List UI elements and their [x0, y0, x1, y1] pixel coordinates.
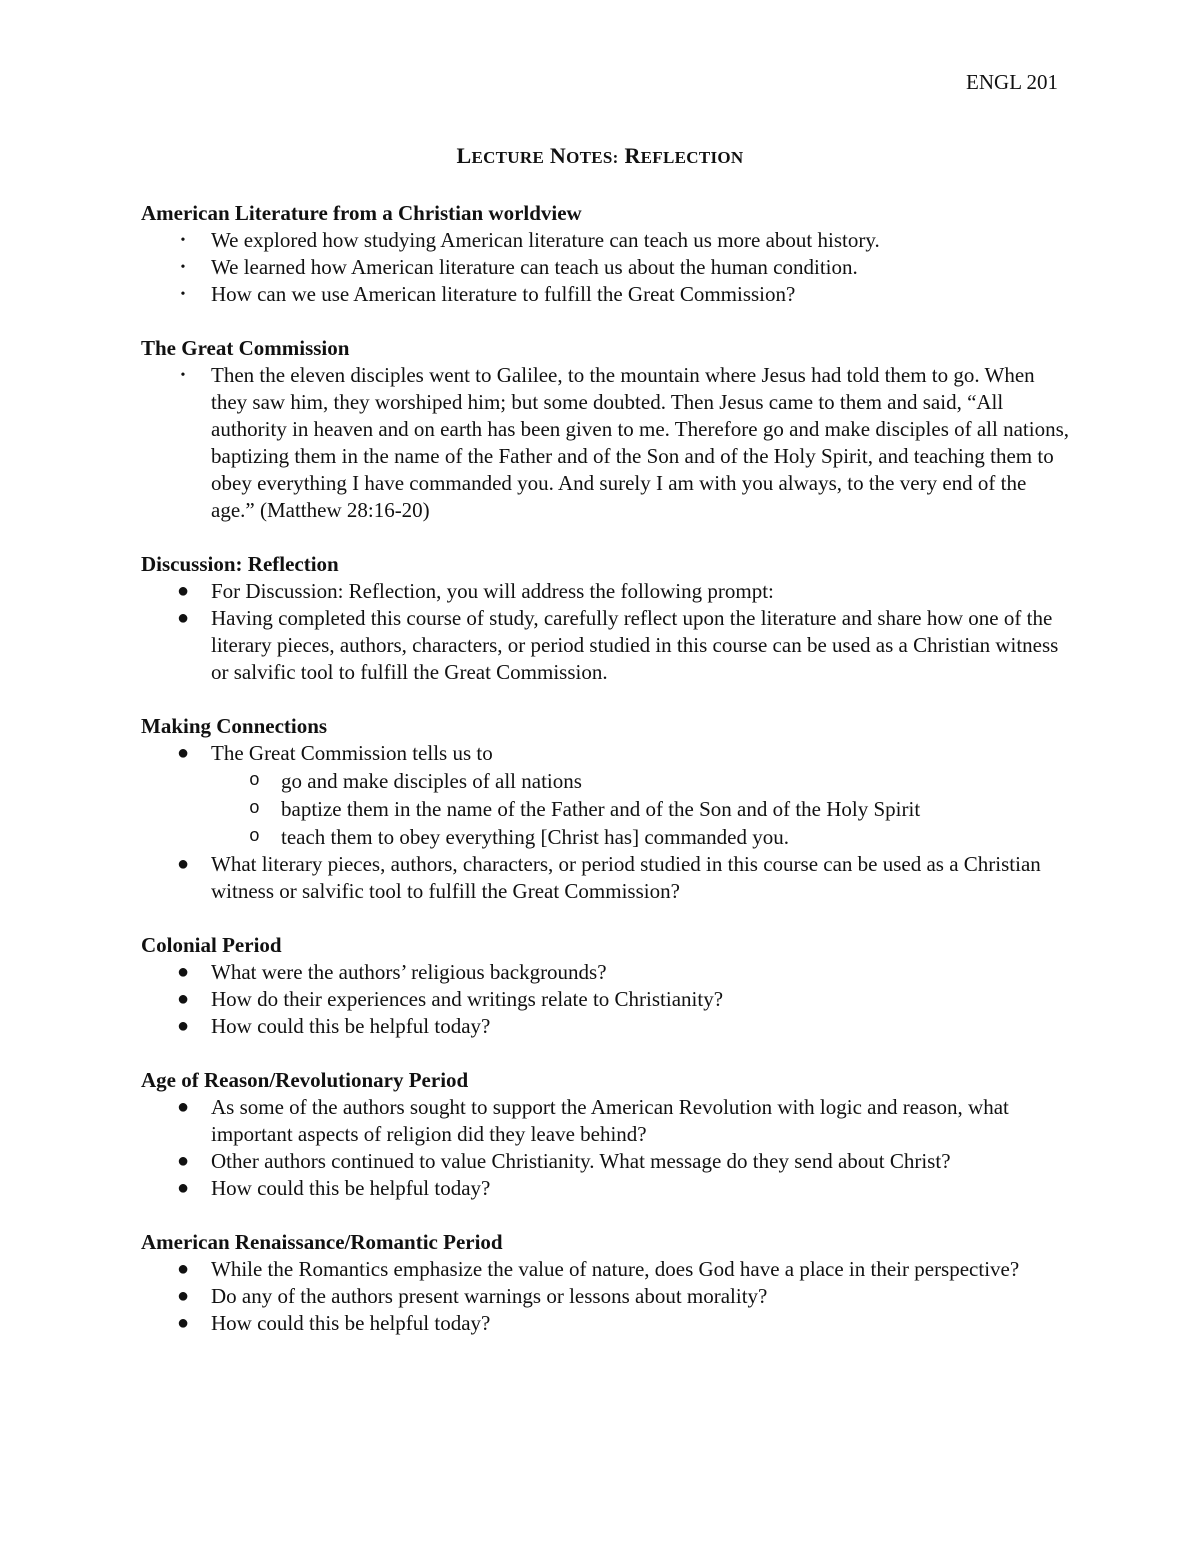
- section-heading: Discussion: Reflection: [141, 552, 339, 576]
- bullet-icon: ●: [176, 607, 190, 629]
- bullet-icon: •: [180, 260, 186, 275]
- list-item: ● How could this be helpful today?: [141, 1013, 1071, 1040]
- list-item: ● What were the authors’ religious backgrounds?: [141, 959, 1071, 986]
- bullet-icon: ●: [176, 853, 190, 875]
- page-title: [0, 143, 1200, 169]
- bullet-icon: ●: [176, 1258, 190, 1280]
- bullet-icon: •: [180, 368, 186, 383]
- section-making-connections: [141, 713, 1071, 905]
- list-item: ● While the Romantics emphasize the value of nature, does God have a place in their perspective?: [141, 1256, 1071, 1283]
- section-heading: Making Connections: [141, 714, 328, 738]
- bullet-list: [141, 578, 1071, 686]
- title-rest-3: EFLECTION: [640, 148, 744, 167]
- list-item: ● The Great Commission tells us to o go and make disciples of all nations o baptize them in the name of the Father and of the Son and of the Holy Spirit o teach them to obey everything [Christ has] commanded you.: [141, 740, 1071, 851]
- section-heading: Age of Reason/Revolutionary Period: [141, 1068, 469, 1092]
- bullet-icon: ●: [176, 580, 190, 602]
- bullet-icon: •: [180, 233, 186, 248]
- title-initial-2: N: [549, 143, 567, 168]
- list-item: ● Having completed this course of study, carefully reflect upon the literature and share how one of the literary pieces, authors, characters, or period studied in this course can be used as a Christian witness or salvific tool to fulfill the Great Commission.: [141, 605, 1071, 686]
- bullet-icon: •: [180, 287, 186, 302]
- section-heading: The Great Commission: [141, 336, 350, 360]
- bullet-list: [141, 362, 1071, 524]
- title-initial-3: R: [624, 143, 641, 168]
- title-rest-1: ECTURE: [471, 148, 545, 167]
- bullet-icon: ●: [176, 1285, 190, 1307]
- bullet-list: [141, 1094, 1071, 1202]
- sub-list-item: o teach them to obey everything [Christ has] commanded you.: [249, 825, 789, 849]
- list-item: ● For Discussion: Reflection, you will address the following prompt:: [141, 578, 1071, 605]
- bullet-icon: ●: [176, 1015, 190, 1037]
- section-age-of-reason: [141, 1067, 1071, 1202]
- bullet-list: [141, 740, 1071, 905]
- bullet-icon: ●: [176, 1177, 190, 1199]
- section-discussion-reflection: [141, 551, 1071, 686]
- title-rest-2: OTES:: [566, 148, 619, 167]
- sub-list-item: o go and make disciples of all nations: [249, 769, 582, 793]
- list-item: ● How could this be helpful today?: [141, 1175, 1071, 1202]
- circle-bullet-icon: o: [249, 799, 260, 819]
- sub-list: [211, 767, 1071, 851]
- list-item: ● Do any of the authors present warnings or lessons about morality?: [141, 1283, 1071, 1310]
- list-item: • We explored how studying American literature can teach us more about history.: [141, 227, 1071, 254]
- list-item: ● How do their experiences and writings relate to Christianity?: [141, 986, 1071, 1013]
- section-colonial-period: [141, 932, 1071, 1040]
- circle-bullet-icon: o: [249, 827, 260, 847]
- list-item: • Then the eleven disciples went to Galilee, to the mountain where Jesus had told them to go. When they saw him, they worshiped him; but some doubted. Then Jesus came to them and said, “All authority in heaven and on earth has been given to me. Therefore go and make disciples of all nations, baptizing them in the name of the Father and of the Son and of the Holy Spirit, and teaching them to obey everything I have commanded you. And surely I am with you always, to the very end of the age.” (Matthew 28:16-20): [141, 362, 1071, 524]
- list-item: ● How could this be helpful today?: [141, 1310, 1071, 1337]
- bullet-icon: ●: [176, 1150, 190, 1172]
- section-great-commission: [141, 335, 1071, 524]
- title-initial-1: L: [456, 143, 472, 168]
- document-body: [141, 200, 1071, 1364]
- bullet-icon: ●: [176, 1312, 190, 1334]
- section-american-renaissance: [141, 1229, 1071, 1337]
- bullet-icon: ●: [176, 742, 190, 764]
- list-item: • How can we use American literature to fulfill the Great Commission?: [141, 281, 1071, 308]
- section-american-literature: [141, 200, 1071, 308]
- list-item: • We learned how American literature can teach us about the human condition.: [141, 254, 1071, 281]
- section-heading: American Literature from a Christian worldview: [141, 201, 582, 225]
- bullet-list: [141, 959, 1071, 1040]
- bullet-list: [141, 227, 1071, 308]
- section-heading: Colonial Period: [141, 933, 282, 957]
- circle-bullet-icon: o: [249, 771, 260, 791]
- bullet-icon: ●: [176, 988, 190, 1010]
- bullet-list: [141, 1256, 1071, 1337]
- list-item: ● What literary pieces, authors, characters, or period studied in this course can be used as a Christian witness or salvific tool to fulfill the Great Commission?: [141, 851, 1071, 905]
- list-item: ● As some of the authors sought to support the American Revolution with logic and reason, what important aspects of religion did they leave behind?: [141, 1094, 1071, 1148]
- bullet-icon: ●: [176, 961, 190, 983]
- list-item: ● Other authors continued to value Christianity. What message do they send about Christ?: [141, 1148, 1071, 1175]
- section-heading: American Renaissance/Romantic Period: [141, 1230, 503, 1254]
- course-code: ENGL 201: [966, 70, 1058, 94]
- sub-list-item: o baptize them in the name of the Father and of the Son and of the Holy Spirit: [249, 797, 921, 821]
- bullet-icon: ●: [176, 1096, 190, 1118]
